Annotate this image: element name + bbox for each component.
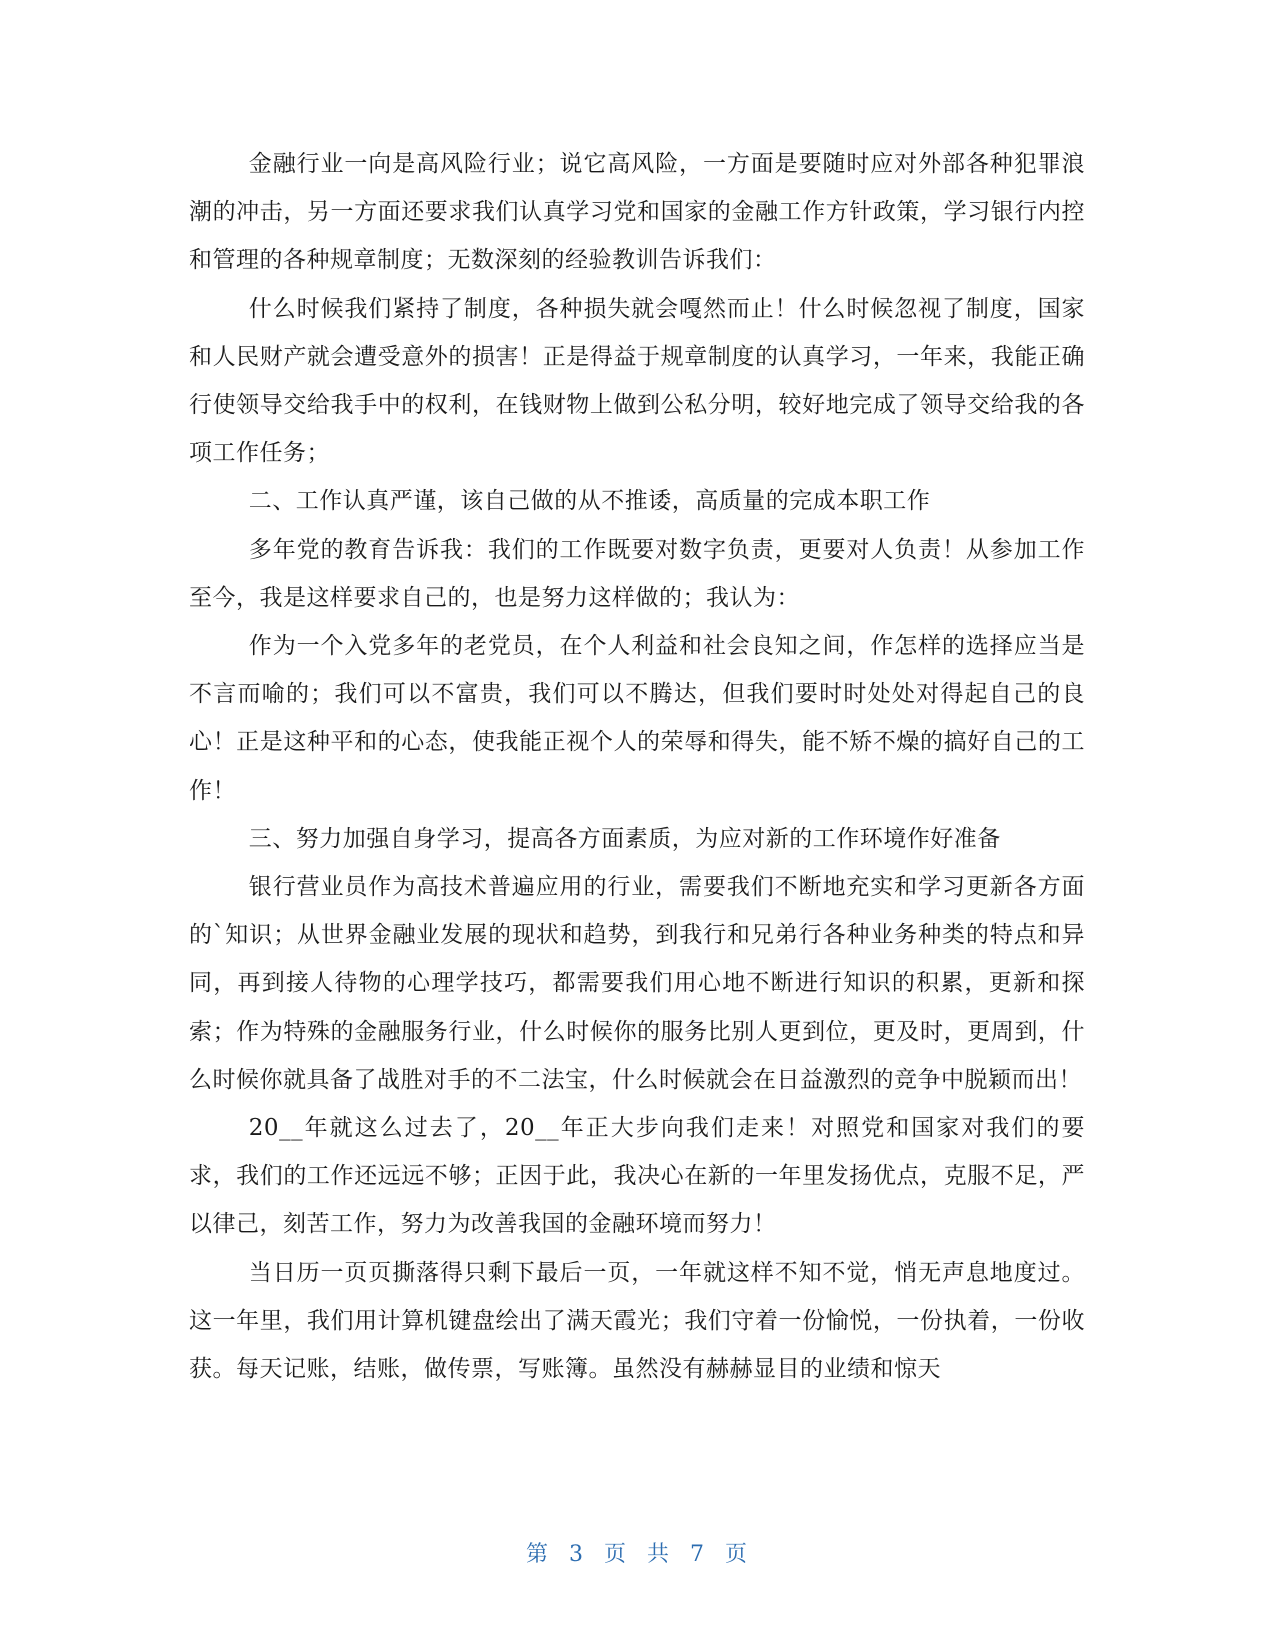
paragraph: 什么时候我们紧持了制度，各种损失就会嘎然而止！什么时候忽视了制度，国家和人民财产就会遭受意外的损害！正是得益于规章制度的认真学习，一年来，我能正确行使领导交给我手中的权利，在钱财物上做到公私分明，较好地完成了领导交给我的各项工作任务；: [189, 295, 1085, 467]
page-number-footer: 第 3 页 共 7 页: [526, 1542, 749, 1567]
paragraph: 金融行业一向是高风险行业；说它高风险，一方面是要随时应对外部各种犯罪浪潮的冲击，另一方面还要求我们认真学习党和国家的金融工作方针政策，学习银行内控和管理的各种规章制度；无数深刻的经验教训告诉我们：: [189, 151, 1085, 274]
paragraph: 多年党的教育告诉我：我们的工作既要对数字负责，更要对人负责！从参加工作至今，我是这样要求自己的，也是努力这样做的；我认为：: [189, 536, 1085, 611]
section-heading: 二、工作认真严谨，该自己做的从不推诿，高质量的完成本职工作: [248, 488, 931, 515]
document-body: [189, 140, 1085, 1393]
paragraph: 当日历一页页撕落得只剩下最后一页，一年就这样不知不觉，悄无声息地度过。这一年里，我们用计算机键盘绘出了满天霞光；我们守着一份愉悦，一份执着，一份收获。每天记账，结账，做传票，写账簿。虽然没有赫赫显目的业绩和惊天: [189, 1259, 1085, 1383]
paragraph: 20__年就这么过去了，20__年正大步向我们走来！对照党和国家对我们的要求，我们的工作还远远不够；正因于此，我决心在新的一年里发扬优点，克服不足，严以律己，刻苦工作，努力为改善我国的金融环境而努力！: [189, 1115, 1085, 1238]
paragraph: 银行营业员作为高技术普遍应用的行业，需要我们不断地充实和学习更新各方面的`知识；从世界金融业发展的现状和趋势，到我行和兄弟行各种业务种类的特点和异同，再到接人待物的心理学技巧，都需要我们用心地不断进行知识的积累，更新和探索；作为特殊的金融服务行业，什么时候你的服务比别人更到位，更及时，更周到，什么时候你就具备了战胜对手的不二法宝，什么时候就会在日益激烈的竞争中脱颖而出！: [189, 874, 1085, 1093]
paragraph: 作为一个入党多年的老党员，在个人利益和社会良知之间，作怎样的选择应当是不言而喻的；我们可以不富贵，我们可以不腾达，但我们要时时处处对得起自己的良心！正是这种平和的心态，使我能正视个人的荣辱和得失，能不矫不燥的搞好自己的工作！: [189, 633, 1085, 804]
section-heading: 三、努力加强自身学习，提高各方面素质，为应对新的工作环境作好准备: [248, 825, 1001, 852]
